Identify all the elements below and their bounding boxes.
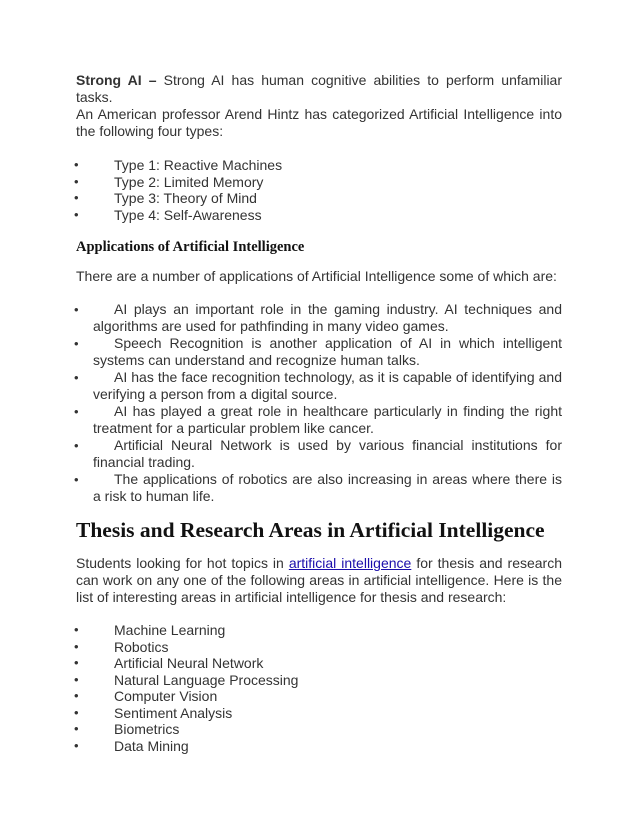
bullet-icon: • xyxy=(74,370,79,385)
list-item-text: Speech Recognition is another application of AI in which intelligent systems can understand and recognize human talks. xyxy=(93,335,562,368)
list-item-text: Data Mining xyxy=(114,737,189,754)
thesis-heading: Thesis and Research Areas in Artificial Intelligence xyxy=(76,518,545,542)
bullet-icon: • xyxy=(74,622,79,637)
thesis-intro-text: Students looking for hot topics in xyxy=(76,555,289,571)
hintz-intro: An American professor Arend Hintz has categorized Artificial Intelligence into the following four types: xyxy=(76,106,562,139)
list-item xyxy=(76,301,562,335)
list-item-text: AI plays an important role in the gaming industry. AI techniques and algorithms are used for pathfinding in many video games. xyxy=(93,301,562,334)
research-areas-list xyxy=(76,622,562,754)
list-item xyxy=(76,174,562,191)
bullet-icon: • xyxy=(74,688,79,703)
thesis-intro-text: for thesis and research can work on any one of the following areas in artificial intelligence. Here is the list of interesting areas in artificial intelligence for thesis and research: xyxy=(76,555,563,605)
list-item-text: Artificial Neural Network xyxy=(114,655,264,671)
list-item xyxy=(76,721,562,738)
strong-ai-definition: Strong AI has human cognitive abilities to perform unfamiliar tasks. xyxy=(76,72,562,105)
list-item xyxy=(76,335,562,369)
list-item-text: Type 1: Reactive Machines xyxy=(114,157,283,173)
bullet-icon: • xyxy=(74,638,79,654)
bullet-icon: • xyxy=(74,655,79,670)
list-item xyxy=(76,639,562,656)
list-item xyxy=(76,655,562,672)
list-item xyxy=(76,369,562,403)
applications-heading: Applications of Artificial Intelligence xyxy=(76,239,305,255)
bullet-icon: • xyxy=(74,173,79,189)
bullet-icon: • xyxy=(74,737,79,753)
artificial-intelligence-link[interactable]: artificial intelligence xyxy=(288,555,412,571)
bullet-icon: • xyxy=(74,704,79,720)
list-item xyxy=(76,437,562,471)
bullet-icon: • xyxy=(74,472,79,487)
bullet-icon: • xyxy=(74,190,79,205)
list-item xyxy=(76,672,562,689)
list-item-text: Type 3: Theory of Mind xyxy=(114,190,257,206)
list-item-text: Artificial Neural Network is used by various financial institutions for financial trading. xyxy=(93,437,562,470)
list-item xyxy=(76,622,562,639)
bullet-icon: • xyxy=(74,721,79,736)
types-list xyxy=(76,157,562,223)
list-item xyxy=(76,157,562,174)
list-item xyxy=(76,207,562,224)
list-item-text: Machine Learning xyxy=(114,622,226,638)
list-item xyxy=(76,190,562,207)
list-item-text: Type 4: Self-Awareness xyxy=(114,206,262,223)
bullet-icon: • xyxy=(74,671,79,687)
bullet-icon: • xyxy=(74,438,79,453)
list-item-text: Sentiment Analysis xyxy=(114,704,233,721)
bullet-icon: • xyxy=(74,404,79,419)
thesis-intro xyxy=(76,555,562,606)
strong-ai-term: Strong AI – xyxy=(76,72,157,88)
strong-ai-paragraph xyxy=(76,72,562,106)
list-item-text: Biometrics xyxy=(114,721,180,737)
list-item-text: Natural Language Processing xyxy=(114,671,299,688)
bullet-icon: • xyxy=(74,206,79,222)
list-item-text: Type 2: Limited Memory xyxy=(114,173,264,190)
bullet-icon: • xyxy=(74,336,79,351)
list-item xyxy=(76,738,562,755)
list-item xyxy=(76,403,562,437)
bullet-icon: • xyxy=(74,302,79,317)
bullet-icon: • xyxy=(74,157,79,172)
applications-list xyxy=(76,301,562,505)
applications-intro: There are a number of applications of Artificial Intelligence some of which are: xyxy=(76,268,557,284)
list-item xyxy=(76,471,562,505)
list-item-text: Robotics xyxy=(114,638,169,655)
list-item-text: Computer Vision xyxy=(114,688,218,704)
document-content xyxy=(76,72,562,754)
list-item-text: AI has the face recognition technology, as it is capable of identifying and verifying a person from a digital source. xyxy=(93,369,562,402)
list-item-text: The applications of robotics are also increasing in areas where there is a risk to human life. xyxy=(93,471,562,504)
list-item-text: AI has played a great role in healthcare particularly in finding the right treatment for a particular problem like cancer. xyxy=(93,403,562,436)
list-item xyxy=(76,705,562,722)
list-item xyxy=(76,688,562,705)
